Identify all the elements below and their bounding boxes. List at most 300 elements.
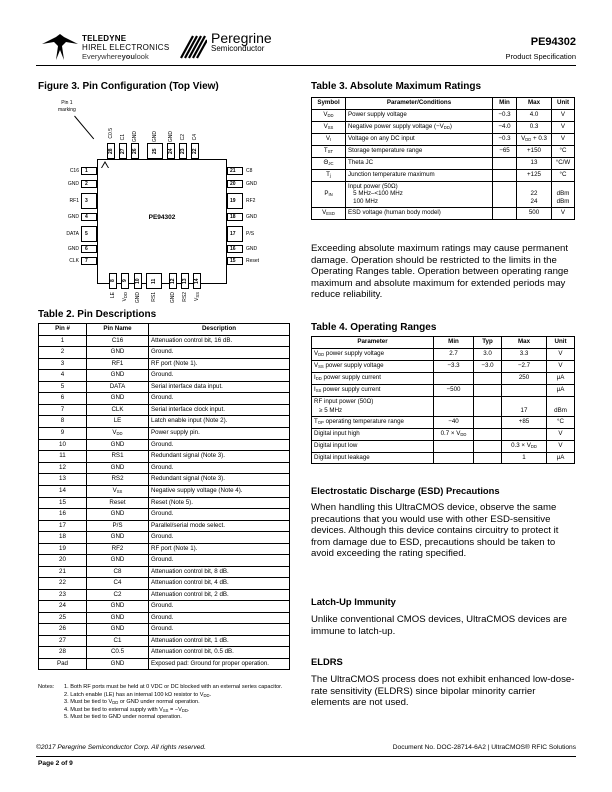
table-row [312, 440, 575, 452]
table-row [312, 372, 575, 384]
pin-number: 16 [39, 509, 87, 521]
max: +150 [517, 145, 552, 157]
table-row [312, 121, 575, 133]
symbol: $T_j$ [312, 169, 346, 181]
pin1-arrow [74, 116, 94, 140]
unit: μA [547, 452, 575, 464]
pin-description: RF port (Note 1). [149, 543, 290, 555]
pin-name: $V_{DD}$ [87, 427, 149, 439]
table-row [39, 589, 290, 601]
min: −65 [493, 145, 517, 157]
min: −500 [434, 384, 474, 396]
max: $0.3 \times V_{DD}$ [502, 440, 547, 452]
pin-12: 12 [169, 273, 177, 289]
eldrs-heading: ELDRS [311, 656, 343, 667]
table-row [312, 360, 575, 372]
pin-description: Ground. [149, 439, 290, 451]
col-header: Parameter [312, 337, 434, 349]
pin-label: DATA [66, 231, 79, 237]
unit: V [547, 428, 575, 440]
typ [474, 416, 502, 428]
table-row [39, 347, 290, 359]
pin-name: C4 [87, 578, 149, 590]
pin-number: 25 [39, 612, 87, 624]
pin-number: 1 [39, 335, 87, 347]
table-row [39, 358, 290, 370]
table-row [312, 428, 575, 440]
table-row [312, 384, 575, 396]
pin-number: 6 [39, 393, 87, 405]
col-header: Unit [547, 337, 575, 349]
doc-number: Document No. DOC-28714-6A2 [392, 744, 486, 751]
pin-name: RS1 [87, 451, 149, 463]
pin-description: Ground. [149, 347, 290, 359]
pin-label: C16 [69, 168, 79, 174]
pin-label: C1 [120, 134, 126, 141]
pin-label: RS2 [182, 292, 188, 302]
pin-17: 17 [227, 226, 243, 242]
operating-ranges-table [311, 336, 575, 464]
col-header: Parameter/Conditions [346, 98, 493, 110]
max [502, 428, 547, 440]
pin-label: C2 [180, 134, 186, 141]
pin-description: Redundant signal (Note 3). [149, 474, 290, 486]
pin-description: Ground. [149, 462, 290, 474]
min [493, 207, 517, 219]
pin-number: 3 [39, 358, 87, 370]
min: −0.3 [493, 133, 517, 145]
symbol: $V_{SS}$ [312, 121, 346, 133]
pin-label: GND [67, 246, 79, 252]
min [434, 440, 474, 452]
pin-name: GND [87, 612, 149, 624]
unit: °C/W [552, 157, 575, 169]
pin-label: GND [246, 181, 258, 187]
pin-description: Serial interface data input. [149, 381, 290, 393]
table4-title: Table 4. Operating Ranges [311, 322, 437, 333]
note-item: 4. Must be tied to external supply with $V_{SS} = -V_{DD}$. [64, 706, 190, 713]
pin-23: 23 [179, 143, 187, 159]
pin-name: C16 [87, 335, 149, 347]
pin-label: C0.5 [108, 127, 114, 139]
pin-name: $V_{SS}$ [87, 485, 149, 497]
parameter: Power supply voltage [346, 109, 493, 121]
pin-16: 16 [227, 245, 243, 253]
latchup-heading: Latch-Up Immunity [311, 596, 396, 607]
min: 2.7 [434, 348, 474, 360]
pin-number: 28 [39, 647, 87, 659]
pin-name: GND [87, 462, 149, 474]
pin-number: 7 [39, 404, 87, 416]
note-item: 5. Must be tied to GND under normal operation. [64, 714, 182, 721]
note-item: 2. Latch enable (LE) has an internal 100 kΩ resistor to $V_{DD}$. [64, 691, 212, 698]
pin-14: 14 [193, 273, 201, 289]
pin-name: C1 [87, 635, 149, 647]
page-number: Page 2 of 9 [38, 760, 73, 767]
pin-label: GND [67, 181, 79, 187]
pin-name: Reset [87, 497, 149, 509]
table-row [39, 404, 290, 416]
max: 500 [517, 207, 552, 219]
table-row [39, 555, 290, 567]
pin-name: GND [87, 601, 149, 613]
table-row [39, 462, 290, 474]
col-header: Max [517, 98, 552, 110]
typ [474, 440, 502, 452]
pin-name: DATA [87, 381, 149, 393]
unit: V [552, 109, 575, 121]
table-row [39, 566, 290, 578]
teledyne-division: HIREL ELECTRONICS [82, 43, 170, 52]
pin-configuration-diagram [50, 100, 260, 304]
pin-description: Attenuation control bit, 0.5 dB. [149, 647, 290, 659]
teledyne-tagline: Everywhereyoulook [82, 52, 149, 61]
chip-body [97, 159, 227, 284]
pin-description: Ground. [149, 370, 290, 382]
table-row [312, 207, 575, 219]
pin1-triangle-icon [101, 161, 109, 168]
table-row [39, 532, 290, 544]
symbol: $P_{IN}$ [312, 181, 346, 207]
table-row [312, 109, 575, 121]
typ [474, 372, 502, 384]
unit: °C [552, 145, 575, 157]
table-row [39, 635, 290, 647]
pin-21: 21 [227, 167, 243, 175]
table-row [39, 612, 290, 624]
col-header: Pin Name [87, 324, 149, 336]
pin-19: 19 [227, 193, 243, 209]
pin-description: Ground. [149, 393, 290, 405]
chip-label: PE94302 [148, 214, 176, 221]
pin-2: 2 [81, 180, 97, 188]
copyright: ©2017 Peregrine Semiconductor Corp. All rights reserved. [36, 744, 206, 751]
parameter: Digital input low [312, 440, 434, 452]
doc-type: Product Specification [505, 52, 576, 61]
max: 250 [502, 372, 547, 384]
table-row [312, 169, 575, 181]
peregrine-brand [211, 32, 272, 53]
table-row [39, 427, 290, 439]
pin-name: C2 [87, 589, 149, 601]
parameter: $T_{OP}$ operating temperature range [312, 416, 434, 428]
pin-22: 22 [191, 143, 199, 159]
pin-28: 28 [107, 143, 115, 159]
pin-description: Attenuation control bit, 16 dB. [149, 335, 290, 347]
pin-11: 11 [146, 273, 162, 289]
pin-label: GND [168, 131, 174, 143]
table-row [312, 452, 575, 464]
pin-label: Reset [246, 258, 260, 264]
parameter: $I_{SS}$ power supply current [312, 384, 434, 396]
pin-name: GND [87, 347, 149, 359]
min [493, 169, 517, 181]
pin-number: 21 [39, 566, 87, 578]
col-header: Typ [474, 337, 502, 349]
pin-26: 26 [131, 143, 139, 159]
solutions-label: UltraCMOS® RFIC Solutions [491, 744, 576, 751]
esd-heading: Electrostatic Discharge (ESD) Precautions [311, 485, 500, 496]
max: 4.0 [517, 109, 552, 121]
max: 1 [502, 452, 547, 464]
typ [474, 428, 502, 440]
pin-number: 15 [39, 497, 87, 509]
parameter: ESD voltage (human body model) [346, 207, 493, 219]
min [493, 181, 517, 207]
col-header: Max [502, 337, 547, 349]
col-header: Description [149, 324, 290, 336]
table-row [39, 624, 290, 636]
page-header [36, 30, 576, 66]
pin-name: GND [87, 555, 149, 567]
pin-name: GND [87, 439, 149, 451]
col-header: Min [493, 98, 517, 110]
pin-number: 10 [39, 439, 87, 451]
pin-description: Attenuation control bit, 1 dB. [149, 635, 290, 647]
symbol: $\Theta_{JC}$ [312, 157, 346, 169]
unit: V [552, 207, 575, 219]
pin-label: P/S [246, 231, 255, 237]
pin-number: 14 [39, 485, 87, 497]
pin-description: Ground. [149, 601, 290, 613]
min [434, 452, 474, 464]
typ [474, 384, 502, 396]
figure3-title: Figure 3. Pin Configuration (Top View) [38, 81, 219, 92]
pin-label: GND [246, 214, 258, 220]
max: 13 [517, 157, 552, 169]
min: −4.0 [493, 121, 517, 133]
max: +125 [517, 169, 552, 181]
pin-number: 12 [39, 462, 87, 474]
pin-6: 6 [81, 245, 97, 253]
table-row [312, 181, 575, 207]
pin-10: 10 [134, 273, 142, 289]
table3-title: Table 3. Absolute Maximum Ratings [311, 81, 482, 92]
parameter: Negative power supply voltage $(-V_{DD})$ [346, 121, 493, 133]
pin-24: 24 [167, 143, 175, 159]
pin-7: 7 [81, 257, 97, 265]
table-row [39, 439, 290, 451]
absolute-max-ratings-table [311, 97, 575, 220]
pin-label: GND [170, 292, 176, 304]
pin-description: Exposed pad: Ground for proper operation. [149, 658, 290, 670]
parameter: Digital input high [312, 428, 434, 440]
symbol: $V_{DD}$ [312, 109, 346, 121]
typ: −3.0 [474, 360, 502, 372]
pin-description: Redundant signal (Note 3). [149, 451, 290, 463]
max: 22 24 [517, 181, 552, 207]
typ: 3.0 [474, 348, 502, 360]
pin-number: 23 [39, 589, 87, 601]
table-row [312, 396, 575, 416]
pin-label: RF2 [246, 198, 256, 204]
table-row [39, 543, 290, 555]
table-row [39, 578, 290, 590]
table-row [39, 497, 290, 509]
min [434, 396, 474, 416]
pin-number: 22 [39, 578, 87, 590]
page-footer [36, 744, 576, 757]
table-row [39, 647, 290, 659]
pin-5: 5 [81, 226, 97, 242]
pin-name: GND [87, 509, 149, 521]
esd-body: When handling this UltraCMOS device, observe the same precautions that you would use with other ESD-sensitive devices. Although this device contains circuitry to protect it from damage due to ESD, precautions should be taken to avoid exceeding the rating specified. [311, 502, 559, 560]
pin-description: RF port (Note 1). [149, 358, 290, 370]
table-row [312, 416, 575, 428]
pin-description: Serial interface clock input. [149, 404, 290, 416]
table-row [39, 381, 290, 393]
min [434, 372, 474, 384]
table-row [39, 520, 290, 532]
pin-description: Latch enable input (Note 2). [149, 416, 290, 428]
min: $0.7 \times V_{DD}$ [434, 428, 474, 440]
pin-number: 17 [39, 520, 87, 532]
pin-label: RS1 [151, 292, 157, 302]
pin-description: Power supply pin. [149, 427, 290, 439]
pin-label: GND [135, 292, 141, 304]
pin-number: 27 [39, 635, 87, 647]
unit: V [547, 440, 575, 452]
unit: °C [552, 169, 575, 181]
unit: V [547, 360, 575, 372]
pin-8: 8 [109, 273, 117, 289]
min [493, 157, 517, 169]
table-row [39, 658, 290, 670]
pin-name: GND [87, 658, 149, 670]
max: −2.7 [502, 360, 547, 372]
parameter: RF input power (50Ω) ≥ 5 MHz [312, 396, 434, 416]
max [502, 384, 547, 396]
table-row [39, 370, 290, 382]
pin-number: Pad [39, 658, 87, 670]
table-row [39, 416, 290, 428]
max: +85 [502, 416, 547, 428]
peregrine-name: Peregrine [211, 30, 272, 46]
pin-number: 5 [39, 381, 87, 393]
parameter: Input power (50Ω) 5 MHz–<100 MHz 100 MHz [346, 181, 493, 207]
warning-paragraph: Exceeding absolute maximum ratings may cause permanent damage. Operation should be restricted to the limits in the Operating Ranges table. Operation between operating range maximum and absolute maximum for extended periods may reduce reliability. [311, 243, 569, 301]
pin-label: C8 [246, 168, 253, 174]
pin-name: CLK [87, 404, 149, 416]
table-row [312, 133, 575, 145]
pin-25: 25 [147, 143, 163, 159]
pin-3: 3 [81, 193, 97, 209]
pin-number: 26 [39, 624, 87, 636]
pin-number: 24 [39, 601, 87, 613]
parameter: Junction temperature maximum [346, 169, 493, 181]
max: $V_{DD} + 0.3$ [517, 133, 552, 145]
pin-27: 27 [119, 143, 127, 159]
pin-number: 2 [39, 347, 87, 359]
pin-label: $V_{SS}$ [194, 292, 200, 301]
pin-label: RF1 [69, 198, 79, 204]
pin-name: LE [87, 416, 149, 428]
min: −40 [434, 416, 474, 428]
pin-label: GND [132, 131, 138, 143]
pin-name: GND [87, 393, 149, 405]
typ [474, 452, 502, 464]
pin-number: 18 [39, 532, 87, 544]
col-header: Min [434, 337, 474, 349]
col-header: Unit [552, 98, 575, 110]
table-row [39, 451, 290, 463]
doc-info: Document No. DOC-28714-6A2 | UltraCMOS® RFIC Solutions [392, 744, 576, 751]
col-header: Pin # [39, 324, 87, 336]
pin-name: RS2 [87, 474, 149, 486]
parameter: Digital input leakage [312, 452, 434, 464]
pin-number: 19 [39, 543, 87, 555]
parameter: Theta JC [346, 157, 493, 169]
parameter: $V_{DD}$ power supply voltage [312, 348, 434, 360]
notes-label: Notes: [38, 684, 55, 690]
pin-15: 15 [227, 257, 243, 265]
pin-number: 13 [39, 474, 87, 486]
table-row [39, 474, 290, 486]
max: 0.3 [517, 121, 552, 133]
pin-description: Ground. [149, 612, 290, 624]
pin-name: GND [87, 370, 149, 382]
pin-label: GND [246, 246, 258, 252]
parameter: Storage temperature range [346, 145, 493, 157]
pin-description: Attenuation control bit, 4 dB. [149, 578, 290, 590]
header-right [506, 36, 576, 61]
max: 17 [502, 396, 547, 416]
pin-20: 20 [227, 180, 243, 188]
pin-description: Ground. [149, 624, 290, 636]
unit: μA [547, 372, 575, 384]
table-row [39, 601, 290, 613]
note-item: 1. Both RF ports must be held at 0 VDC or DC blocked with an external series capacitor. [64, 684, 283, 690]
latchup-body: Unlike conventional CMOS devices, UltraCMOS devices are immune to latch-up. [311, 614, 567, 637]
note-item: 3. Must be tied to $V_{DD}$ or GND under normal operation. [64, 699, 200, 706]
pin-number: 20 [39, 555, 87, 567]
symbol: $T_{ST}$ [312, 145, 346, 157]
pin-description: Ground. [149, 532, 290, 544]
peregrine-logo-icon [179, 34, 207, 60]
col-header: Symbol [312, 98, 346, 110]
min: −3.3 [434, 360, 474, 372]
pin-name: C8 [87, 566, 149, 578]
pin-name: GND [87, 624, 149, 636]
unit: dBm [547, 396, 575, 416]
pin-description: Parallel/serial mode select. [149, 520, 290, 532]
pin-description: Negative supply voltage (Note 4). [149, 485, 290, 497]
unit: dBm dBm [552, 181, 575, 207]
pin-name: GND [87, 532, 149, 544]
pin-label: LE [110, 292, 116, 299]
pin-1: 1 [81, 167, 97, 175]
teledyne-logo-icon [42, 34, 78, 60]
parameter: $I_{DD}$ power supply current [312, 372, 434, 384]
max: 3.3 [502, 348, 547, 360]
table2-title: Table 2. Pin Descriptions [38, 309, 157, 320]
pin-label: GND [67, 214, 79, 220]
pin-description: Attenuation control bit, 8 dB. [149, 566, 290, 578]
symbol: $V_{ESD}$ [312, 207, 346, 219]
typ [474, 396, 502, 416]
table-row [39, 335, 290, 347]
pin-label: GND [152, 131, 158, 143]
unit: V [552, 121, 575, 133]
table-row [39, 393, 290, 405]
table-row [39, 485, 290, 497]
table-row [312, 157, 575, 169]
pin-name: C0.5 [87, 647, 149, 659]
pin-9: 9 [121, 273, 129, 289]
pin-name: RF2 [87, 543, 149, 555]
unit: μA [547, 384, 575, 396]
pin-number: 9 [39, 427, 87, 439]
